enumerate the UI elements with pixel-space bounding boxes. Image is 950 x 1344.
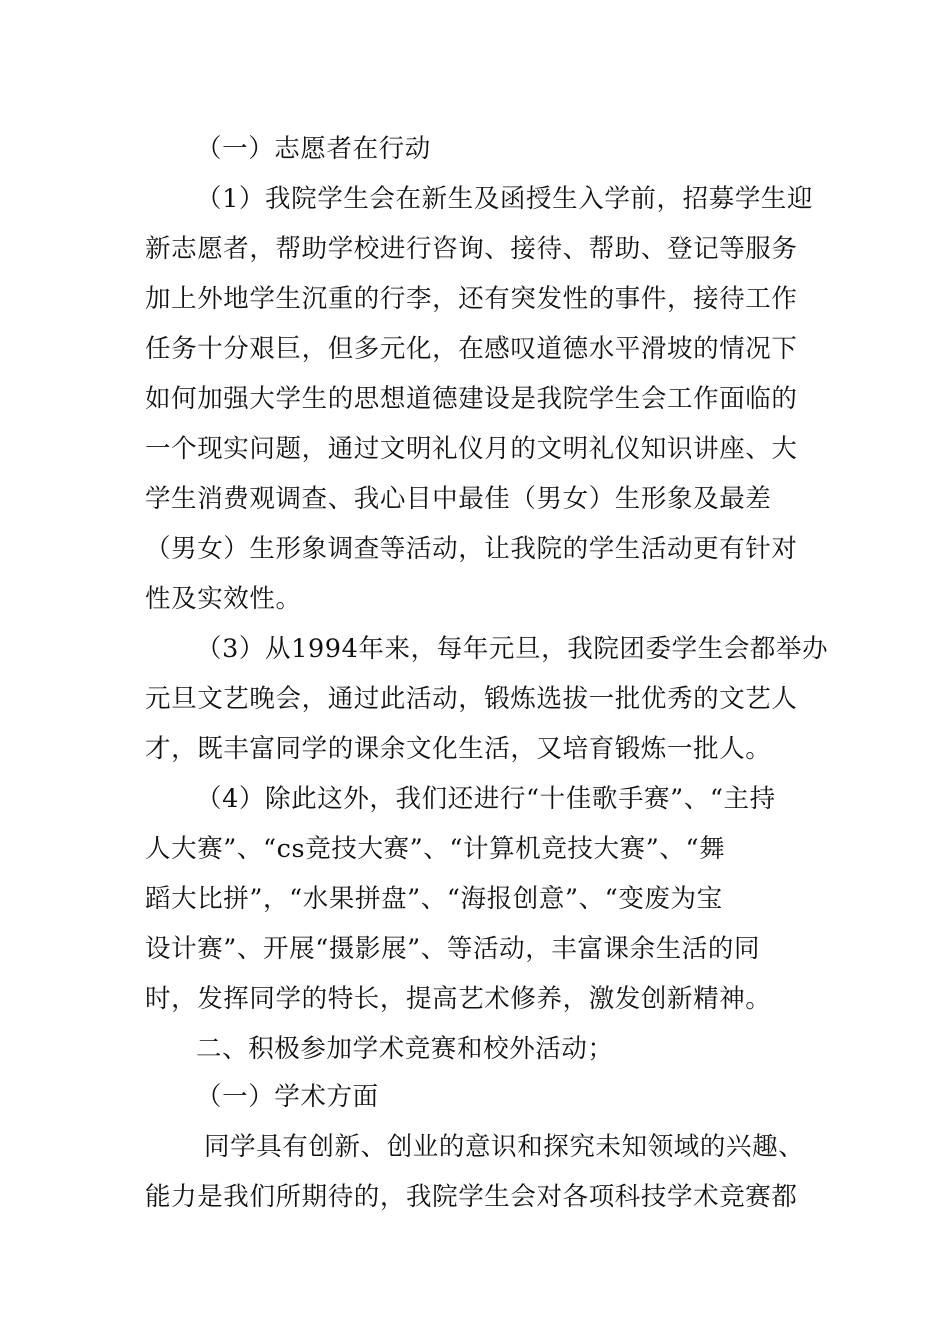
- paragraph-line: 学生消费观调查、我心目中最佳（男女）生形象及最差: [145, 484, 772, 514]
- section-heading-academic-competitions: 二、积极参加学术竞赛和校外活动；: [196, 1034, 614, 1064]
- section-heading-volunteers: （一）志愿者在行动: [196, 134, 431, 164]
- paragraph-line: 加上外地学生沉重的行李，还有突发性的事件，接待工作: [145, 284, 798, 314]
- paragraph-line: （3）从1994年来，每年元旦，我院团委学生会都举办: [196, 634, 829, 664]
- paragraph-line: 如何加强大学生的思想道德建设是我院学生会工作面临的: [145, 384, 798, 414]
- subsection-heading-academic: （一）学术方面: [196, 1082, 379, 1112]
- paragraph-line: 一个现实问题，通过文明礼仪月的文明礼仪知识讲座、大: [145, 434, 798, 464]
- paragraph-line: 蹈大比拼”，“水果拼盘”、“海报创意”、“变废为宝: [145, 884, 723, 914]
- paragraph-line: （男女）生形象调查等活动，让我院的学生活动更有针对: [145, 534, 798, 564]
- paragraph-line: 新志愿者，帮助学校进行咨询、接待、帮助、登记等服务: [145, 234, 798, 264]
- paragraph-line: （4）除此这外，我们还进行“十佳歌手赛”、“主持: [196, 784, 776, 814]
- paragraph-line: 性及实效性。: [145, 584, 302, 614]
- paragraph-line: 任务十分艰巨，但多元化，在感叹道德水平滑坡的情况下: [145, 334, 798, 364]
- paragraph-line: 时，发挥同学的特长，提高艺术修养，激发创新精神。: [145, 984, 772, 1014]
- paragraph-line: （1）我院学生会在新生及函授生入学前，招募学生迎: [196, 184, 814, 214]
- paragraph-line: 才，既丰富同学的课余文化生活，又培育锻炼一批人。: [145, 734, 772, 764]
- paragraph-line: 元旦文艺晚会，通过此活动，锻炼选拔一批优秀的文艺人: [145, 684, 798, 714]
- paragraph-line: 能力是我们所期待的，我院学生会对各项科技学术竞赛都: [145, 1182, 798, 1212]
- paragraph-line: 人大赛”、“cs竞技大赛”、“计算机竞技大赛”、“舞: [145, 834, 726, 864]
- paragraph-line: 同学具有创新、创业的意识和探究未知领域的兴趣、: [204, 1132, 805, 1162]
- paragraph-line: 设计赛”、开展“摄影展”、等活动，丰富课余生活的同: [145, 934, 761, 964]
